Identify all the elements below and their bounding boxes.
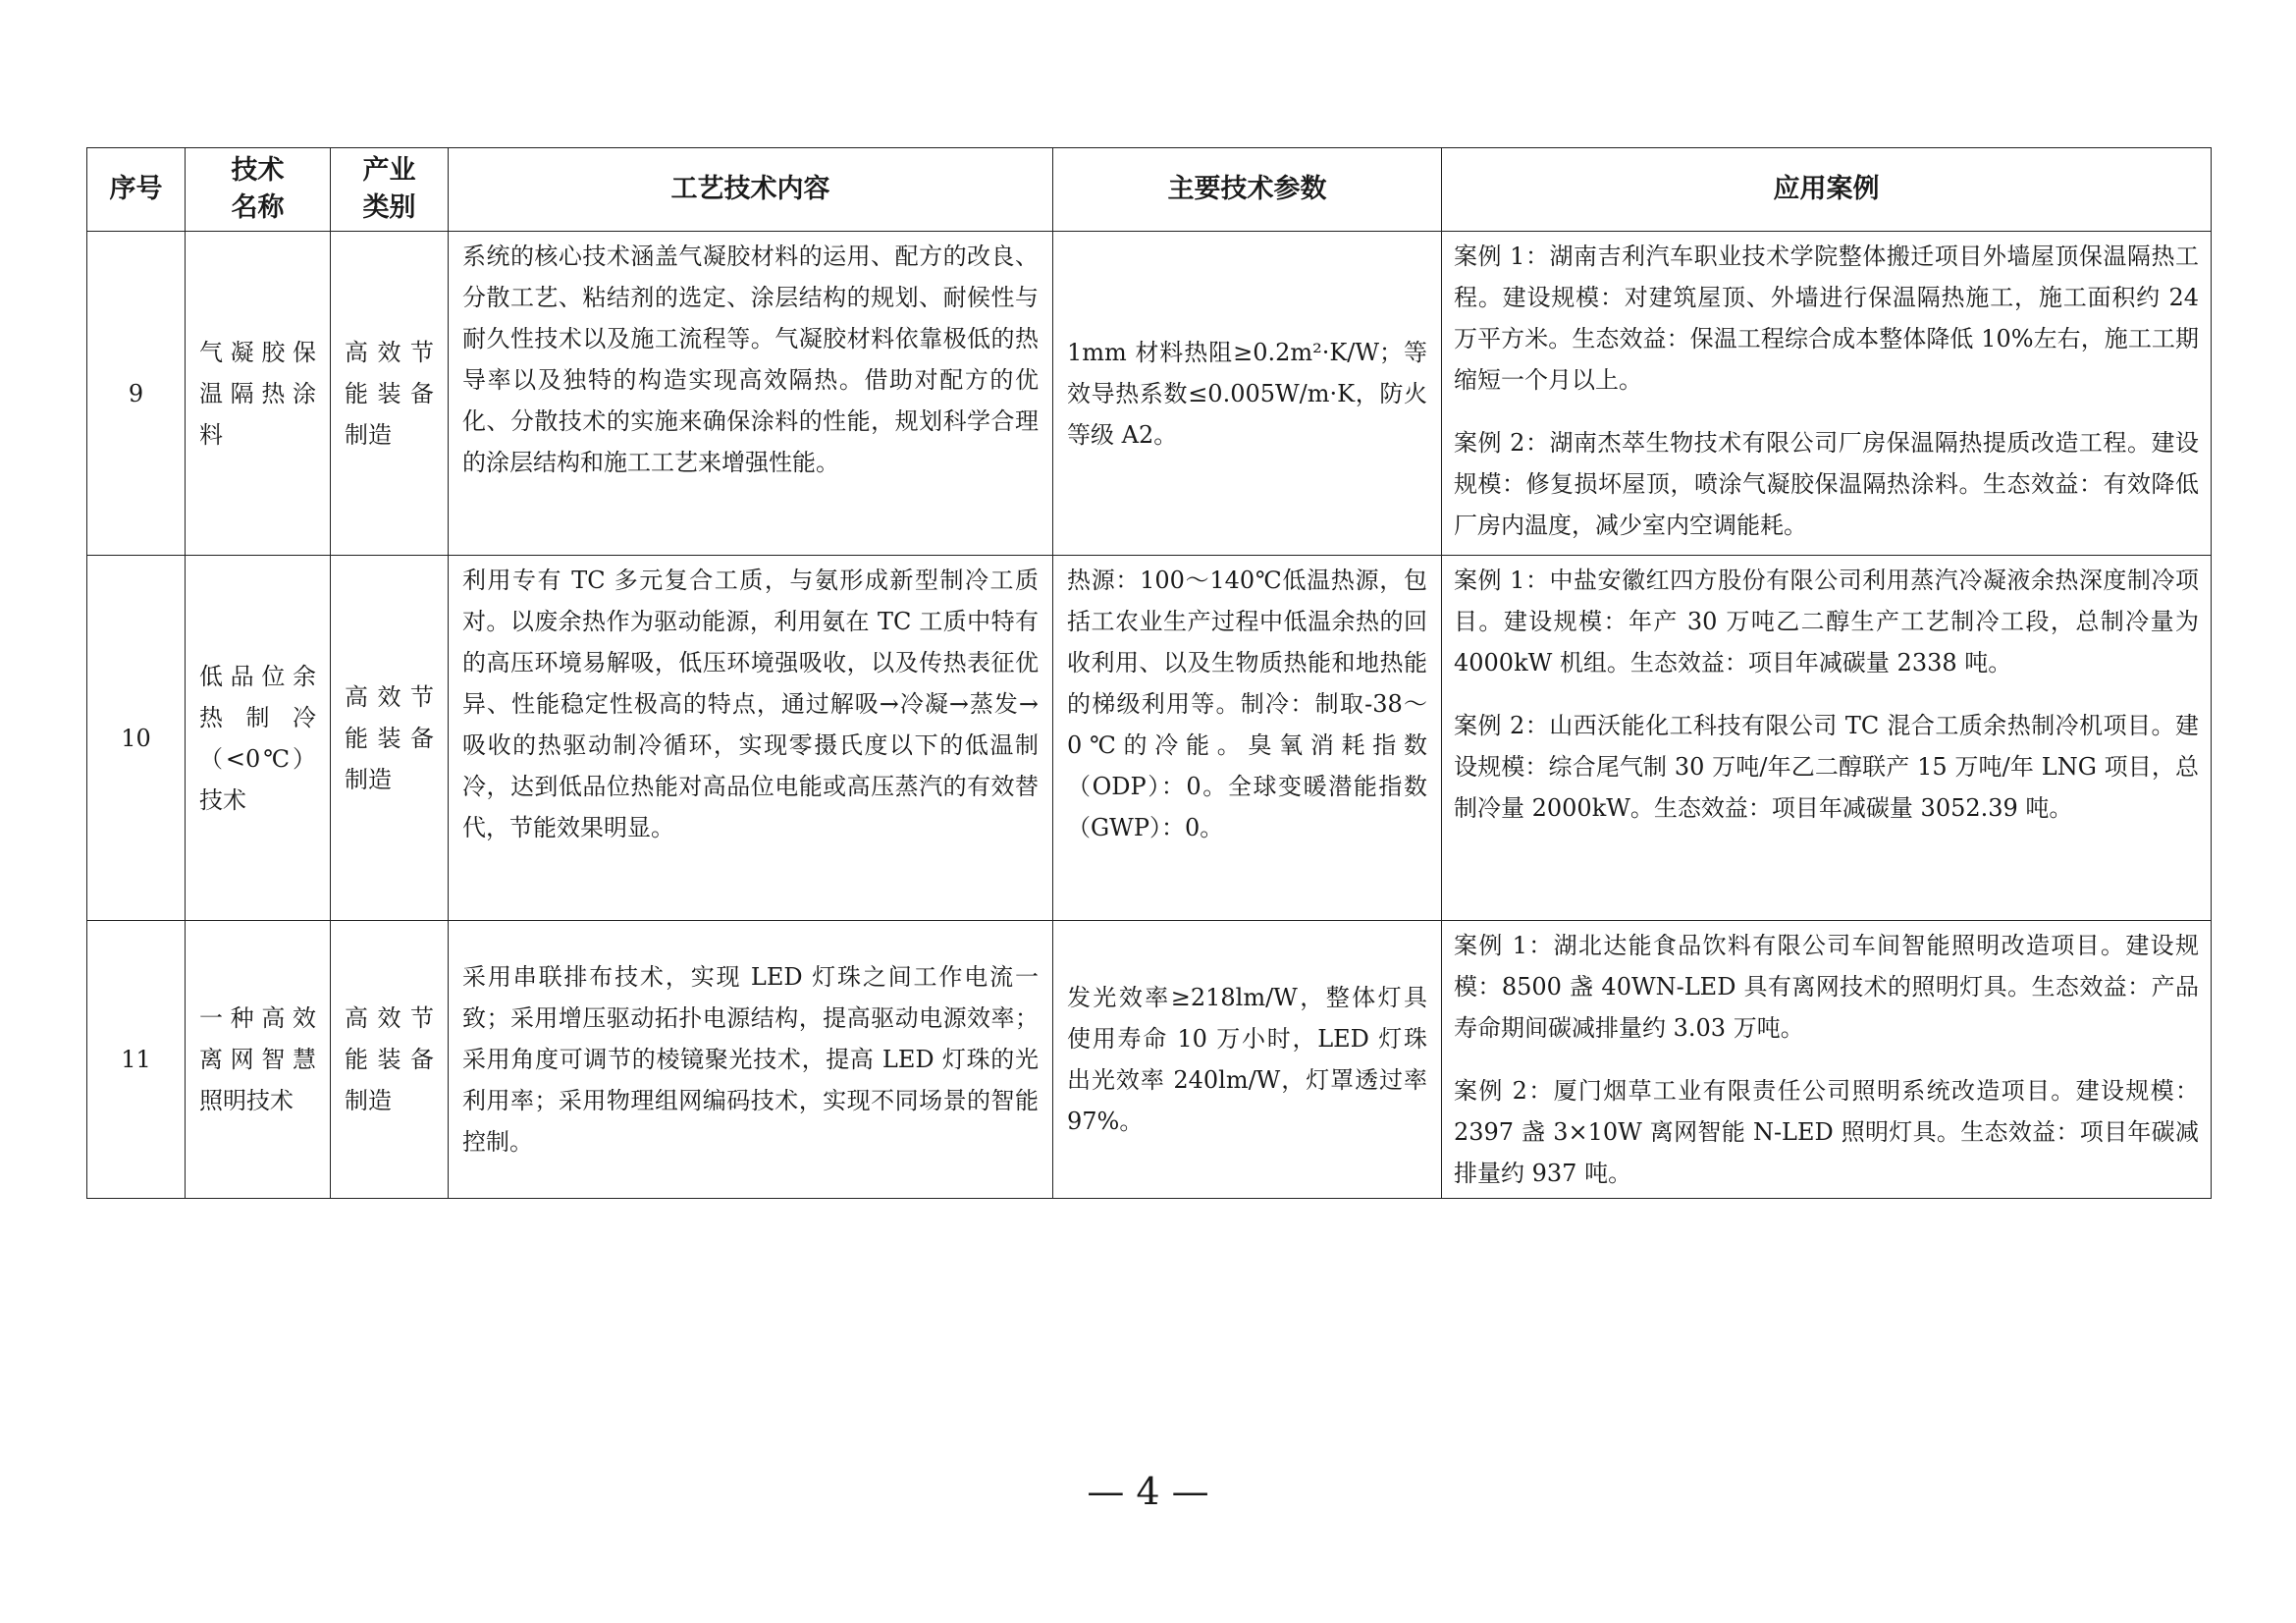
table-row [87,556,2212,921]
industry-category: 高效节能装备制造 [331,921,449,1199]
header-process: 工艺技术内容 [449,148,1053,232]
tech-params: 发光效率≥218lm/W，整体灯具使用寿命 10 万小时，LED 灯珠出光效率 240lm/W，灯罩透过率 97%。 [1053,921,1442,1199]
row-number: 10 [87,556,186,921]
industry-category: 高效节能装备制造 [331,556,449,921]
table-row [87,921,2212,1199]
case-item: 案例 1：中盐安徽红四方股份有限公司利用蒸汽冷凝液余热深度制冷项目。建设规模：年产 30 万吨乙二醇生产工艺制冷工段，总制冷量为 4000kW 机组。生态效益：项目年减碳量 2338 吨。 [1454,567,2199,676]
case-item: 案例 2：湖南杰萃生物技术有限公司厂房保温隔热提质改造工程。建设规模：修复损坏屋顶，喷涂气凝胶保温隔热涂料。生态效益：有效降低厂房内温度，减少室内空调能耗。 [1454,429,2199,539]
application-cases [1442,921,2212,1199]
case-item: 案例 2：山西沃能化工科技有限公司 TC 混合工质余热制冷机项目。建设规模：综合尾气制 30 万吨/年乙二醇联产 15 万吨/年 LNG 项目，总制冷量 2000kW。生态效益：项目年减碳量 3052.39 吨。 [1454,712,2199,822]
page-number: — 4 — [1087,1470,1209,1513]
table-row [87,232,2212,556]
application-cases [1442,232,2212,556]
case-item: 案例 1：湖南吉利汽车职业技术学院整体搬迁项目外墙屋顶保温隔热工程。建设规模：对建筑屋顶、外墙进行保温隔热施工，施工面积约 24 万平方米。生态效益：保温工程综合成本整体降低 10%左右，施工工期缩短一个月以上。 [1454,243,2199,394]
header-num: 序号 [87,148,186,232]
tech-name: 一种高效离网智慧照明技术 [186,921,331,1199]
case-item: 案例 2：厦门烟草工业有限责任公司照明系统改造项目。建设规模：2397 盏 3×10W 离网智能 N-LED 照明灯具。生态效益：项目年碳减排量约 937 吨。 [1454,1077,2199,1187]
tech-params: 1mm 材料热阻≥0.2m²·K/W；等效导热系数≤0.005W/m·K，防火等级 A2。 [1053,232,1442,556]
application-cases [1442,556,2212,921]
process-content: 系统的核心技术涵盖气凝胶材料的运用、配方的改良、分散工艺、粘结剂的选定、涂层结构的规划、耐候性与耐久性技术以及施工流程等。气凝胶材料依靠极低的热导率以及独特的构造实现高效隔热。借助对配方的优化、分散技术的实施来确保涂料的性能，规划科学合理的涂层结构和施工工艺来增强性能。 [449,232,1053,556]
tech-params: 热源：100～140℃低温热源，包括工农业生产过程中低温余热的回收利用、以及生物质热能和地热能的梯级利用等。制冷：制取-38～0℃的冷能。臭氧消耗指数（ODP）：0。全球变暖潜能指数（GWP）：0。 [1053,556,1442,921]
row-number: 11 [87,921,186,1199]
tech-name: 气凝胶保温隔热涂料 [186,232,331,556]
row-number: 9 [87,232,186,556]
header-cases: 应用案例 [1442,148,2212,232]
technology-table [86,147,2212,1199]
case-item: 案例 1：湖北达能食品饮料有限公司车间智能照明改造项目。建设规模：8500 盏 40WN-LED 具有离网技术的照明灯具。生态效益：产品寿命期间碳减排量约 3.03 万吨。 [1454,932,2199,1042]
industry-category: 高效节能装备制造 [331,232,449,556]
process-content: 利用专有 TC 多元复合工质，与氨形成新型制冷工质对。以废余热作为驱动能源，利用氨在 TC 工质中特有的高压环境易解吸，低压环境强吸收，以及传热表征优异、性能稳定性极高的特点，通过解吸→冷凝→蒸发→吸收的热驱动制冷循环，实现零摄氏度以下的低温制冷，达到低品位热能对高品位电能或高压蒸汽的有效替代，节能效果明显。 [449,556,1053,921]
header-params: 主要技术参数 [1053,148,1442,232]
header-row [87,148,2212,232]
process-content: 采用串联排布技术，实现 LED 灯珠之间工作电流一致；采用增压驱动拓扑电源结构，提高驱动电源效率；采用角度可调节的棱镜聚光技术，提高 LED 灯珠的光利用率；采用物理组网编码技术，实现不同场景的智能控制。 [449,921,1053,1199]
tech-name: 低品位余热制冷（<0℃）技术 [186,556,331,921]
header-tech-name: 技术名称 [186,148,331,232]
header-industry: 产业类别 [331,148,449,232]
